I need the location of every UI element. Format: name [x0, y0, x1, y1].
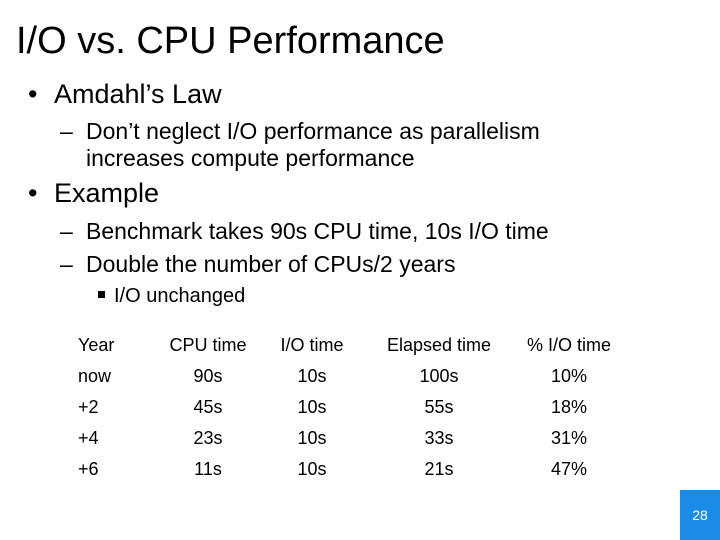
table-cell: 10s: [297, 366, 327, 386]
dash-marker: –: [60, 218, 73, 244]
bullet-text: Example: [54, 178, 160, 208]
dash-marker: –: [60, 251, 73, 277]
table-header-cell: CPU time: [169, 335, 247, 355]
table-cell: 100s: [419, 366, 459, 386]
sub-bullet-double-cpus: [60, 251, 455, 278]
table-row: [70, 361, 624, 392]
bullet-text: Amdahl’s Law: [54, 79, 222, 109]
table-header-cell: % I/O time: [526, 335, 611, 355]
bullet-marker: •: [28, 79, 38, 109]
table-cell: now: [78, 366, 112, 386]
sub-bullet-text: Double the number of CPUs/2 years: [86, 251, 456, 277]
table-cell: 47%: [550, 459, 588, 479]
table-row: [70, 392, 624, 423]
table-cell: 10s: [297, 428, 327, 448]
sub-bullet-text: Benchmark takes 90s CPU time, 10s I/O time: [86, 218, 549, 244]
table-cell: 11s: [194, 459, 222, 479]
table-cell: 23s: [193, 428, 223, 448]
table-cell: 45s: [193, 397, 223, 417]
sub-bullet-line-1: Don’t neglect I/O performance as parallelism: [86, 118, 540, 144]
table-cell: 10s: [297, 397, 327, 417]
square-bullet-icon: [98, 291, 105, 298]
performance-table: [70, 330, 624, 485]
table-cell: 33s: [424, 428, 454, 448]
page-number-badge: 28: [680, 490, 720, 540]
table-header-cell: Year: [78, 335, 115, 355]
table-cell: 31%: [550, 428, 588, 448]
sub-sub-bullet-text: I/O unchanged: [114, 285, 246, 307]
sub-bullet-line-2: increases compute performance: [86, 145, 415, 171]
table-cell: +2: [78, 397, 99, 417]
table-row: [70, 454, 624, 485]
table-cell: +4: [78, 428, 99, 448]
table-row: [70, 423, 624, 454]
table-cell: 55s: [424, 397, 454, 417]
table-header-cell: I/O time: [280, 335, 344, 355]
sub-bullet-io-neglect: [60, 118, 540, 172]
table-cell: 18%: [550, 397, 588, 417]
table-cell: 10%: [550, 366, 588, 386]
bullet-marker: •: [28, 178, 38, 208]
table-cell: 10s: [297, 459, 327, 479]
sub-sub-bullet-io-unchanged: [98, 284, 245, 308]
slide-title: I/O vs. CPU Performance: [16, 20, 445, 62]
table-header-cell: Elapsed time: [386, 335, 492, 355]
table-cell: 90s: [193, 366, 223, 386]
table-cell: 21s: [424, 459, 454, 479]
bullet-example: [28, 177, 159, 209]
bullet-amdahls-law: [28, 78, 222, 110]
table-cell: +6: [78, 459, 99, 479]
table-header-row: [70, 330, 624, 361]
dash-marker: –: [60, 118, 73, 144]
sub-bullet-benchmark: [60, 218, 549, 245]
